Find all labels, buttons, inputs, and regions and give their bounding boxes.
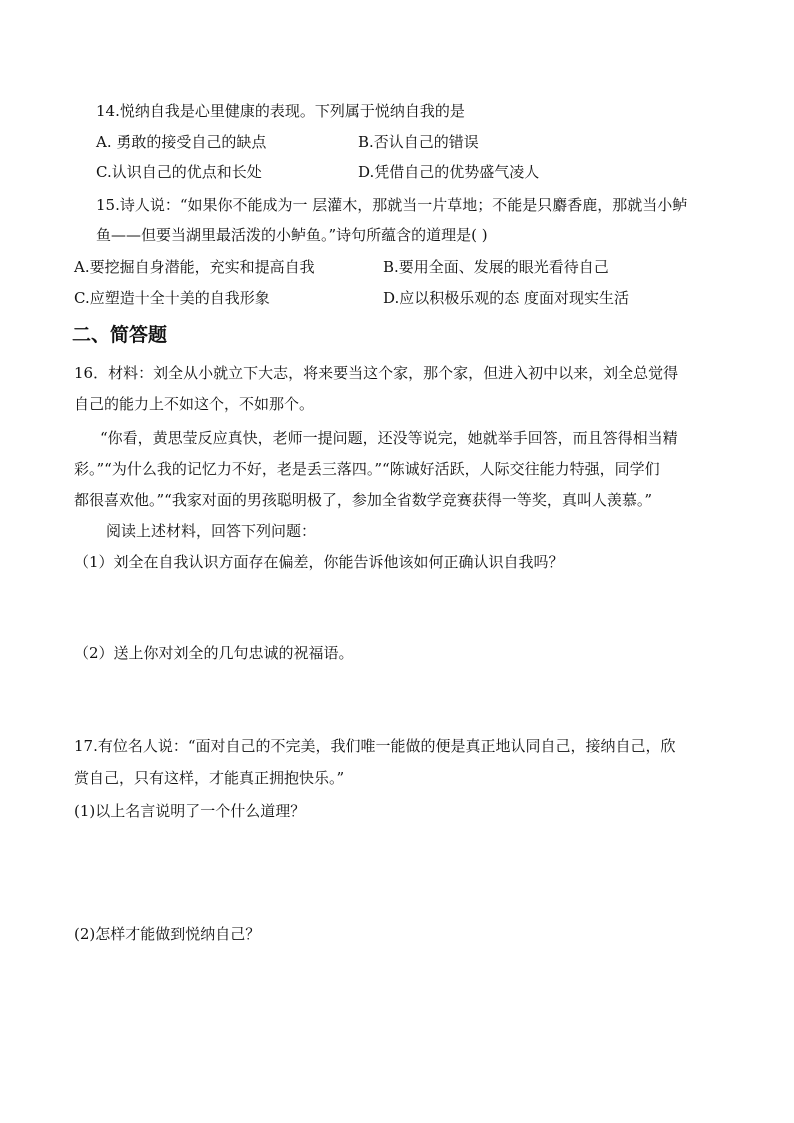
q16-line5: 都很喜欢他。”“我家对面的男孩聪明极了，参加全省数学竞赛获得一等奖，真叫人羡慕。” [74, 491, 653, 509]
q15-stem-line1: 15.诗人说：“如果你不能成为一 层灌木，那就当一片草地；不能是只麝香鹿，那就当小鲈 [96, 196, 688, 214]
q14-option-b: B.否认自己的错误 [358, 133, 479, 151]
q15-option-c: C.应塑造十全十美的自我形象 [74, 289, 270, 307]
q17-line2: 赏自己，只有这样，才能真正拥抱快乐。” [74, 769, 345, 787]
q15-option-a: A.要挖掘自身潜能，充实和提高自我 [74, 258, 315, 276]
q16-subquestion-2: （2）送上你对刘全的几句忠诚的祝福语。 [74, 644, 354, 662]
q15-option-b: B.要用全面、发展的眼光看待自己 [383, 258, 609, 276]
q14-stem: 14.悦纳自我是心里健康的表现。下列属于悦纳自我的是 [96, 102, 465, 120]
q14-option-c: C.认识自己的优点和长处 [96, 163, 262, 181]
q17-line1: 17.有位名人说：“面对自己的不完美，我们唯一能做的便是真正地认同自己，接纳自己，欣 [74, 737, 676, 755]
q14-option-d: D.凭借自己的优势盛气凌人 [358, 163, 540, 181]
q17-subquestion-1: (1)以上名言说明了一个什么道理？ [74, 802, 306, 820]
q16-line2: 自己的能力上不如这个，不如那个。 [74, 395, 315, 413]
section-heading: 二、简答题 [72, 324, 168, 346]
q15-option-d: D.应以积极乐观的态 度面对现实生活 [383, 289, 630, 307]
q16-line3: “你看，黄思莹反应真快，老师一提问题，还没等说完，她就举手回答，而且答得相当精 [100, 429, 678, 447]
q14-option-a: A. 勇敢的接受自己的缺点 [96, 133, 267, 151]
q16-line6: 阅读上述材料，回答下列问题： [106, 522, 317, 540]
q16-subquestion-1: （1）刘全在自我认识方面存在偏差，你能告诉他该如何正确认识自我吗？ [74, 553, 564, 571]
q16-line4: 彩。”“为什么我的记忆力不好，老是丢三落四。”“陈诚好活跃，人际交往能力特强，同学们 [74, 460, 660, 478]
q15-stem-line2: 鱼——但要当湖里最活泼的小鲈鱼。”诗句所蕴含的道理是( ) [96, 226, 488, 244]
q17-subquestion-2: (2)怎样才能做到悦纳自己？ [74, 925, 261, 943]
q16-line1: 16．材料：刘全从小就立下大志，将来要当这个家，那个家，但进入初中以来，刘全总觉得 [74, 364, 679, 382]
